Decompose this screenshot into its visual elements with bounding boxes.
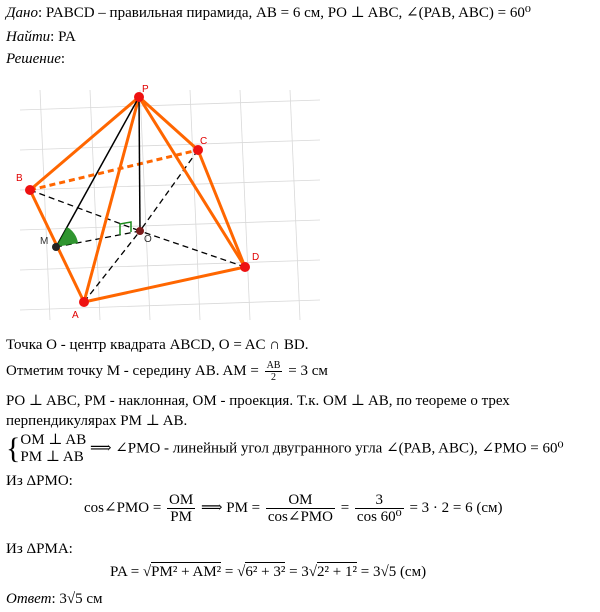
fraction-om-pm-den: PM bbox=[170, 509, 192, 525]
find-text: : PA bbox=[50, 29, 76, 45]
segment-DO bbox=[140, 231, 245, 267]
edge-PD bbox=[139, 97, 245, 267]
radicand-2: 6² + 3² bbox=[245, 564, 286, 580]
solution-text: : bbox=[60, 51, 66, 67]
point-M bbox=[52, 243, 60, 251]
given-label: Дано bbox=[6, 5, 38, 21]
fraction-3-cos60-num: 3 bbox=[355, 492, 404, 509]
label-A: A bbox=[72, 310, 79, 321]
ab-half-den: 2 bbox=[271, 372, 277, 383]
segment-PO bbox=[139, 97, 140, 231]
midpoint-line bbox=[6, 360, 328, 383]
formula-cos-d: = 3 · 2 = 6 (см) bbox=[405, 499, 503, 516]
system-eq-1: OM ⊥ AB bbox=[20, 432, 87, 448]
formula-cos-b: ⟹ PM = bbox=[197, 499, 264, 516]
fraction-om-pm-num: OM bbox=[169, 492, 194, 508]
solution-line bbox=[6, 50, 65, 68]
given-line bbox=[6, 4, 531, 22]
from-pmo-line: Из ΔPMO: bbox=[6, 473, 73, 489]
radicand-3: 2² + 1² bbox=[317, 564, 357, 580]
given-text: : PABCD – правильная пирамида, AB = 6 см, PO ⊥ ABC, ∠(PAB, ABC) = 60⁰ bbox=[38, 5, 531, 21]
formula-pa-a: PA = √ bbox=[110, 564, 152, 580]
find-label: Найти bbox=[6, 29, 51, 45]
perp-line-1: PO ⊥ ABC, PM - наклонная, OM - проекция. Т.к. OM ⊥ AB, по теореме о трех bbox=[6, 393, 510, 409]
label-D: D bbox=[252, 252, 260, 263]
point-B bbox=[25, 185, 35, 195]
formula-cos bbox=[84, 492, 503, 525]
from-pma-line: Из ΔPMA: bbox=[6, 541, 73, 557]
ab-half-num: AB bbox=[266, 360, 281, 371]
label-P: P bbox=[142, 84, 149, 95]
point-O bbox=[136, 227, 144, 235]
perp-line-2: перпендикулярах PM ⊥ AB. bbox=[6, 413, 188, 429]
find-line bbox=[6, 28, 76, 46]
segment-PM bbox=[56, 97, 139, 247]
label-C: C bbox=[200, 136, 208, 147]
answer-label: Ответ bbox=[6, 591, 52, 607]
fraction-om-pm bbox=[167, 492, 195, 525]
fraction-3-cos60 bbox=[355, 492, 404, 525]
fraction-3-cos60-den: cos 60⁰ bbox=[356, 509, 402, 525]
radicand-1: PM² + AM² bbox=[151, 564, 222, 580]
point-A bbox=[79, 297, 89, 307]
formula-cos-a: cos∠PMO = bbox=[84, 499, 166, 516]
label-M: M bbox=[40, 236, 49, 247]
angle-PMO-mark bbox=[56, 227, 78, 247]
fraction-om-cos bbox=[266, 492, 335, 525]
formula-pa-c: = 3√ bbox=[285, 564, 318, 580]
system-conclusion: ⟹ ∠PMO - линейный угол двугранного угла ∠(PAB, ABC), ∠PMO = 60⁰ bbox=[86, 440, 564, 457]
answer-text: : 3√5 см bbox=[51, 591, 103, 607]
label-B: B bbox=[16, 173, 23, 184]
fraction-om-cos-num: OM bbox=[266, 492, 335, 509]
fraction-om-cos-den: cos∠PMO bbox=[267, 509, 333, 525]
formula-pa-b: = √ bbox=[221, 564, 246, 580]
system-eq-2: PM ⊥ AB bbox=[20, 449, 84, 465]
edge-PB bbox=[30, 97, 139, 190]
ab-half-fraction bbox=[265, 360, 283, 383]
formula-cos-c: = bbox=[336, 499, 353, 516]
visible-edges bbox=[30, 97, 245, 302]
edge-PA bbox=[84, 97, 139, 302]
center-line: Точка O - центр квадрата ABCD, O = AC ∩ BD. bbox=[6, 337, 309, 353]
midpoint-text-b: = 3 см bbox=[284, 362, 328, 379]
midpoint-text-a: Отметим точку M - середину AB. AM = bbox=[6, 362, 263, 379]
point-D bbox=[240, 262, 250, 272]
system-line bbox=[6, 432, 564, 466]
formula-pa-d: = 3√5 (см) bbox=[357, 564, 427, 580]
edge-AD bbox=[84, 267, 245, 302]
system-equations bbox=[20, 432, 86, 466]
formula-pa bbox=[110, 563, 426, 581]
solution-label: Решение bbox=[6, 51, 61, 67]
label-O: O bbox=[144, 234, 152, 245]
pyramid-figure bbox=[0, 72, 360, 322]
system-brace: { bbox=[6, 432, 21, 465]
answer-line bbox=[6, 590, 103, 608]
edge-CD bbox=[198, 150, 245, 267]
